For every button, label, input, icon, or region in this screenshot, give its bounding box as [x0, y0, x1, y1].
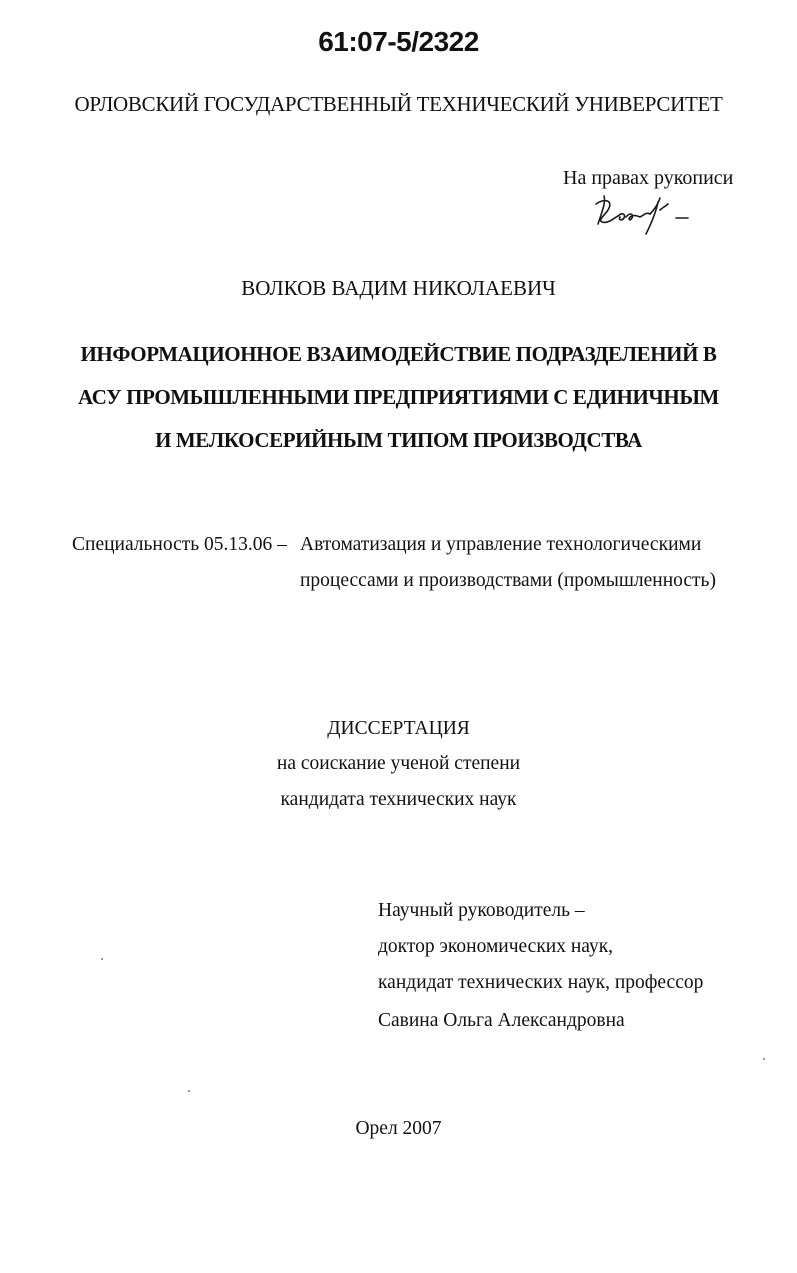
specialty-line: процессами и производствами (промышленность) [300, 570, 716, 591]
manuscript-rights-note: На правах рукописи [563, 167, 734, 189]
dissertation-line: кандидата технических наук [280, 789, 517, 810]
author-name: ВОЛКОВ ВАДИМ НИКОЛАЕВИЧ [241, 276, 556, 300]
thesis-title-line: ИНФОРМАЦИОННОЕ ВЗАИМОДЕЙСТВИЕ ПОДРАЗДЕЛЕНИЙ В [80, 342, 717, 366]
university-name: ОРЛОВСКИЙ ГОСУДАРСТВЕННЫЙ ТЕХНИЧЕСКИЙ УНИВЕРСИТЕТ [74, 92, 723, 116]
scan-speck [188, 1090, 190, 1092]
supervisor-line: Савина Ольга Александровна [378, 1010, 625, 1031]
dissertation-line: на соискание ученой степени [276, 753, 521, 774]
supervisor-line: кандидат технических наук, профессор [378, 972, 704, 993]
dissertation-heading: ДИССЕРТАЦИЯ [327, 718, 470, 739]
thesis-title-line: И МЕЛКОСЕРИЙНЫМ ТИПОМ ПРОИЗВОДСТВА [155, 428, 642, 452]
thesis-title-line: АСУ ПРОМЫШЛЕННЫМИ ПРЕДПРИЯТИЯМИ С ЕДИНИЧНЫМ [78, 385, 719, 409]
supervisor-line: доктор экономических наук, [378, 936, 614, 957]
place-and-year: Орел 2007 [355, 1118, 442, 1139]
scan-speck [101, 958, 103, 960]
specialty-label: Специальность 05.13.06 – [72, 534, 287, 555]
supervisor-line: Научный руководитель – [378, 900, 585, 921]
specialty-line: Автоматизация и управление технологическими [300, 534, 702, 555]
scan-speck [763, 1058, 765, 1060]
catalog-number: 61:07-5/2322 [318, 26, 479, 57]
author-signature [588, 190, 698, 236]
